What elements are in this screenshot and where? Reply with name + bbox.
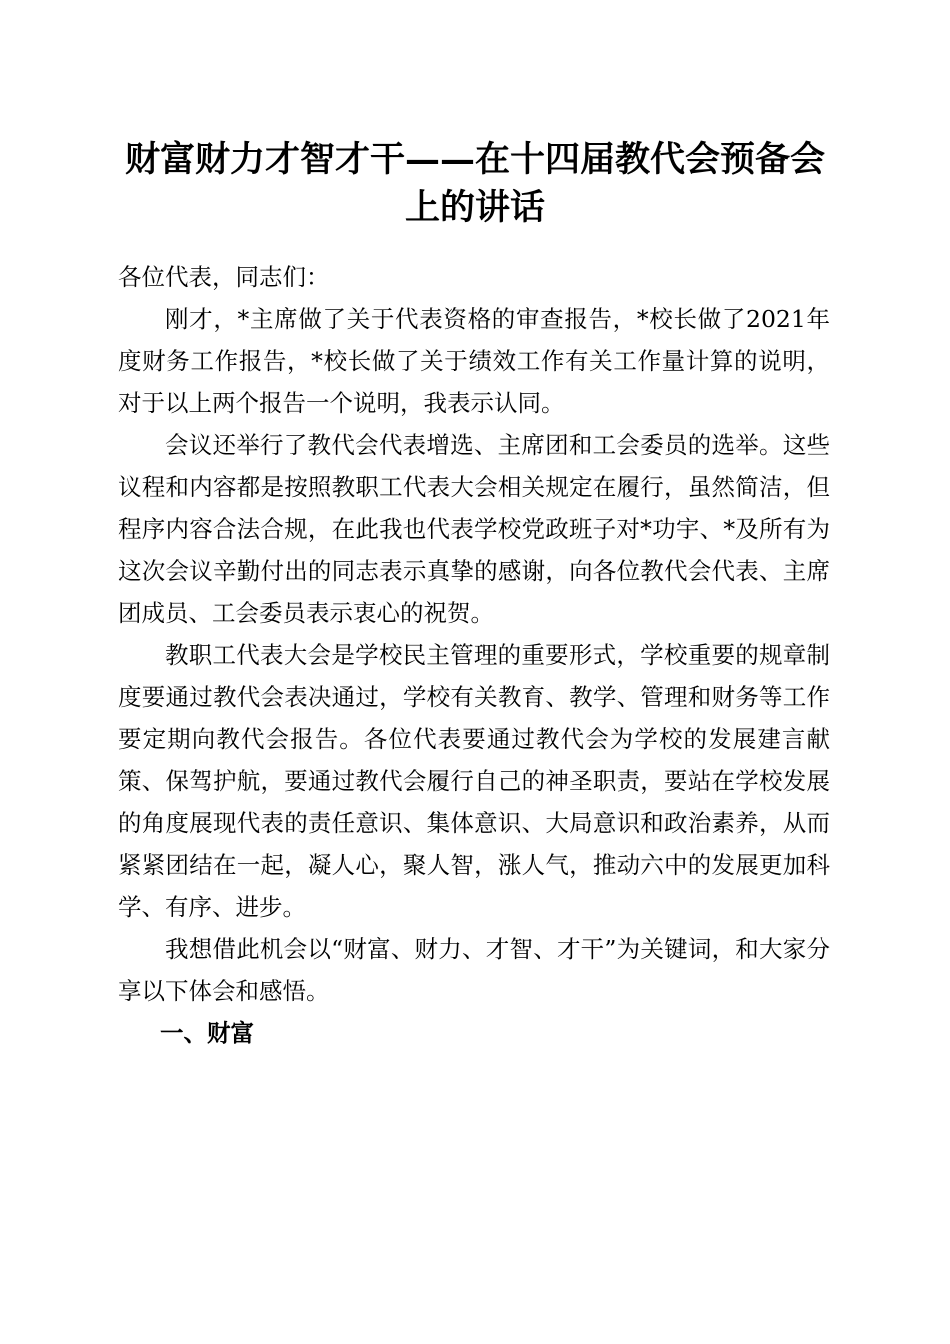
salutation: 各位代表，同志们：: [118, 263, 330, 291]
paragraph-4: 我想借此机会以“财富、财力、才智、才干”为关键词，和大家分享以下体会和感悟。: [118, 935, 830, 1005]
title-line-2: 上的讲话: [404, 187, 545, 228]
paragraph-2: 会议还举行了教代会代表增选、主席团和工会委员的选举。这些议程和内容都是按照教职工代表大会相关规定在履行，虽然简洁，但程序内容合法合规，在此我也代表学校党政班子对*功宇、*及所有为这次会议辛勤付出的同志表示真挚的感谢，向各位教代会代表、主席团成员、工会委员表示衷心的祝贺。: [118, 431, 830, 627]
paragraph-1: 刚才，*主席做了关于代表资格的审查报告，*校长做了2021年度财务工作报告，*校长做了关于绩效工作有关工作量计算的说明，对于以上两个报告一个说明，我表示认同。: [118, 305, 830, 417]
document-title: [100, 136, 850, 232]
document-body: [118, 256, 830, 1054]
section-heading: 一、财富: [160, 1019, 254, 1047]
title-line-1: 财富财力才智才干——在十四届教代会预备会: [124, 139, 825, 180]
paragraph-3: 教职工代表大会是学校民主管理的重要形式，学校重要的规章制度要通过教代会表决通过，学校有关教育、教学、管理和财务等工作要定期向教代会报告。各位代表要通过教代会为学校的发展建言献策、保驾护航，要通过教代会履行自己的神圣职责，要站在学校发展的角度展现代表的责任意识、集体意识、大局意识和政治素养，从而紧紧团结在一起，凝人心，聚人智，涨人气，推动六中的发展更加科学、有序、进步。: [118, 641, 830, 921]
